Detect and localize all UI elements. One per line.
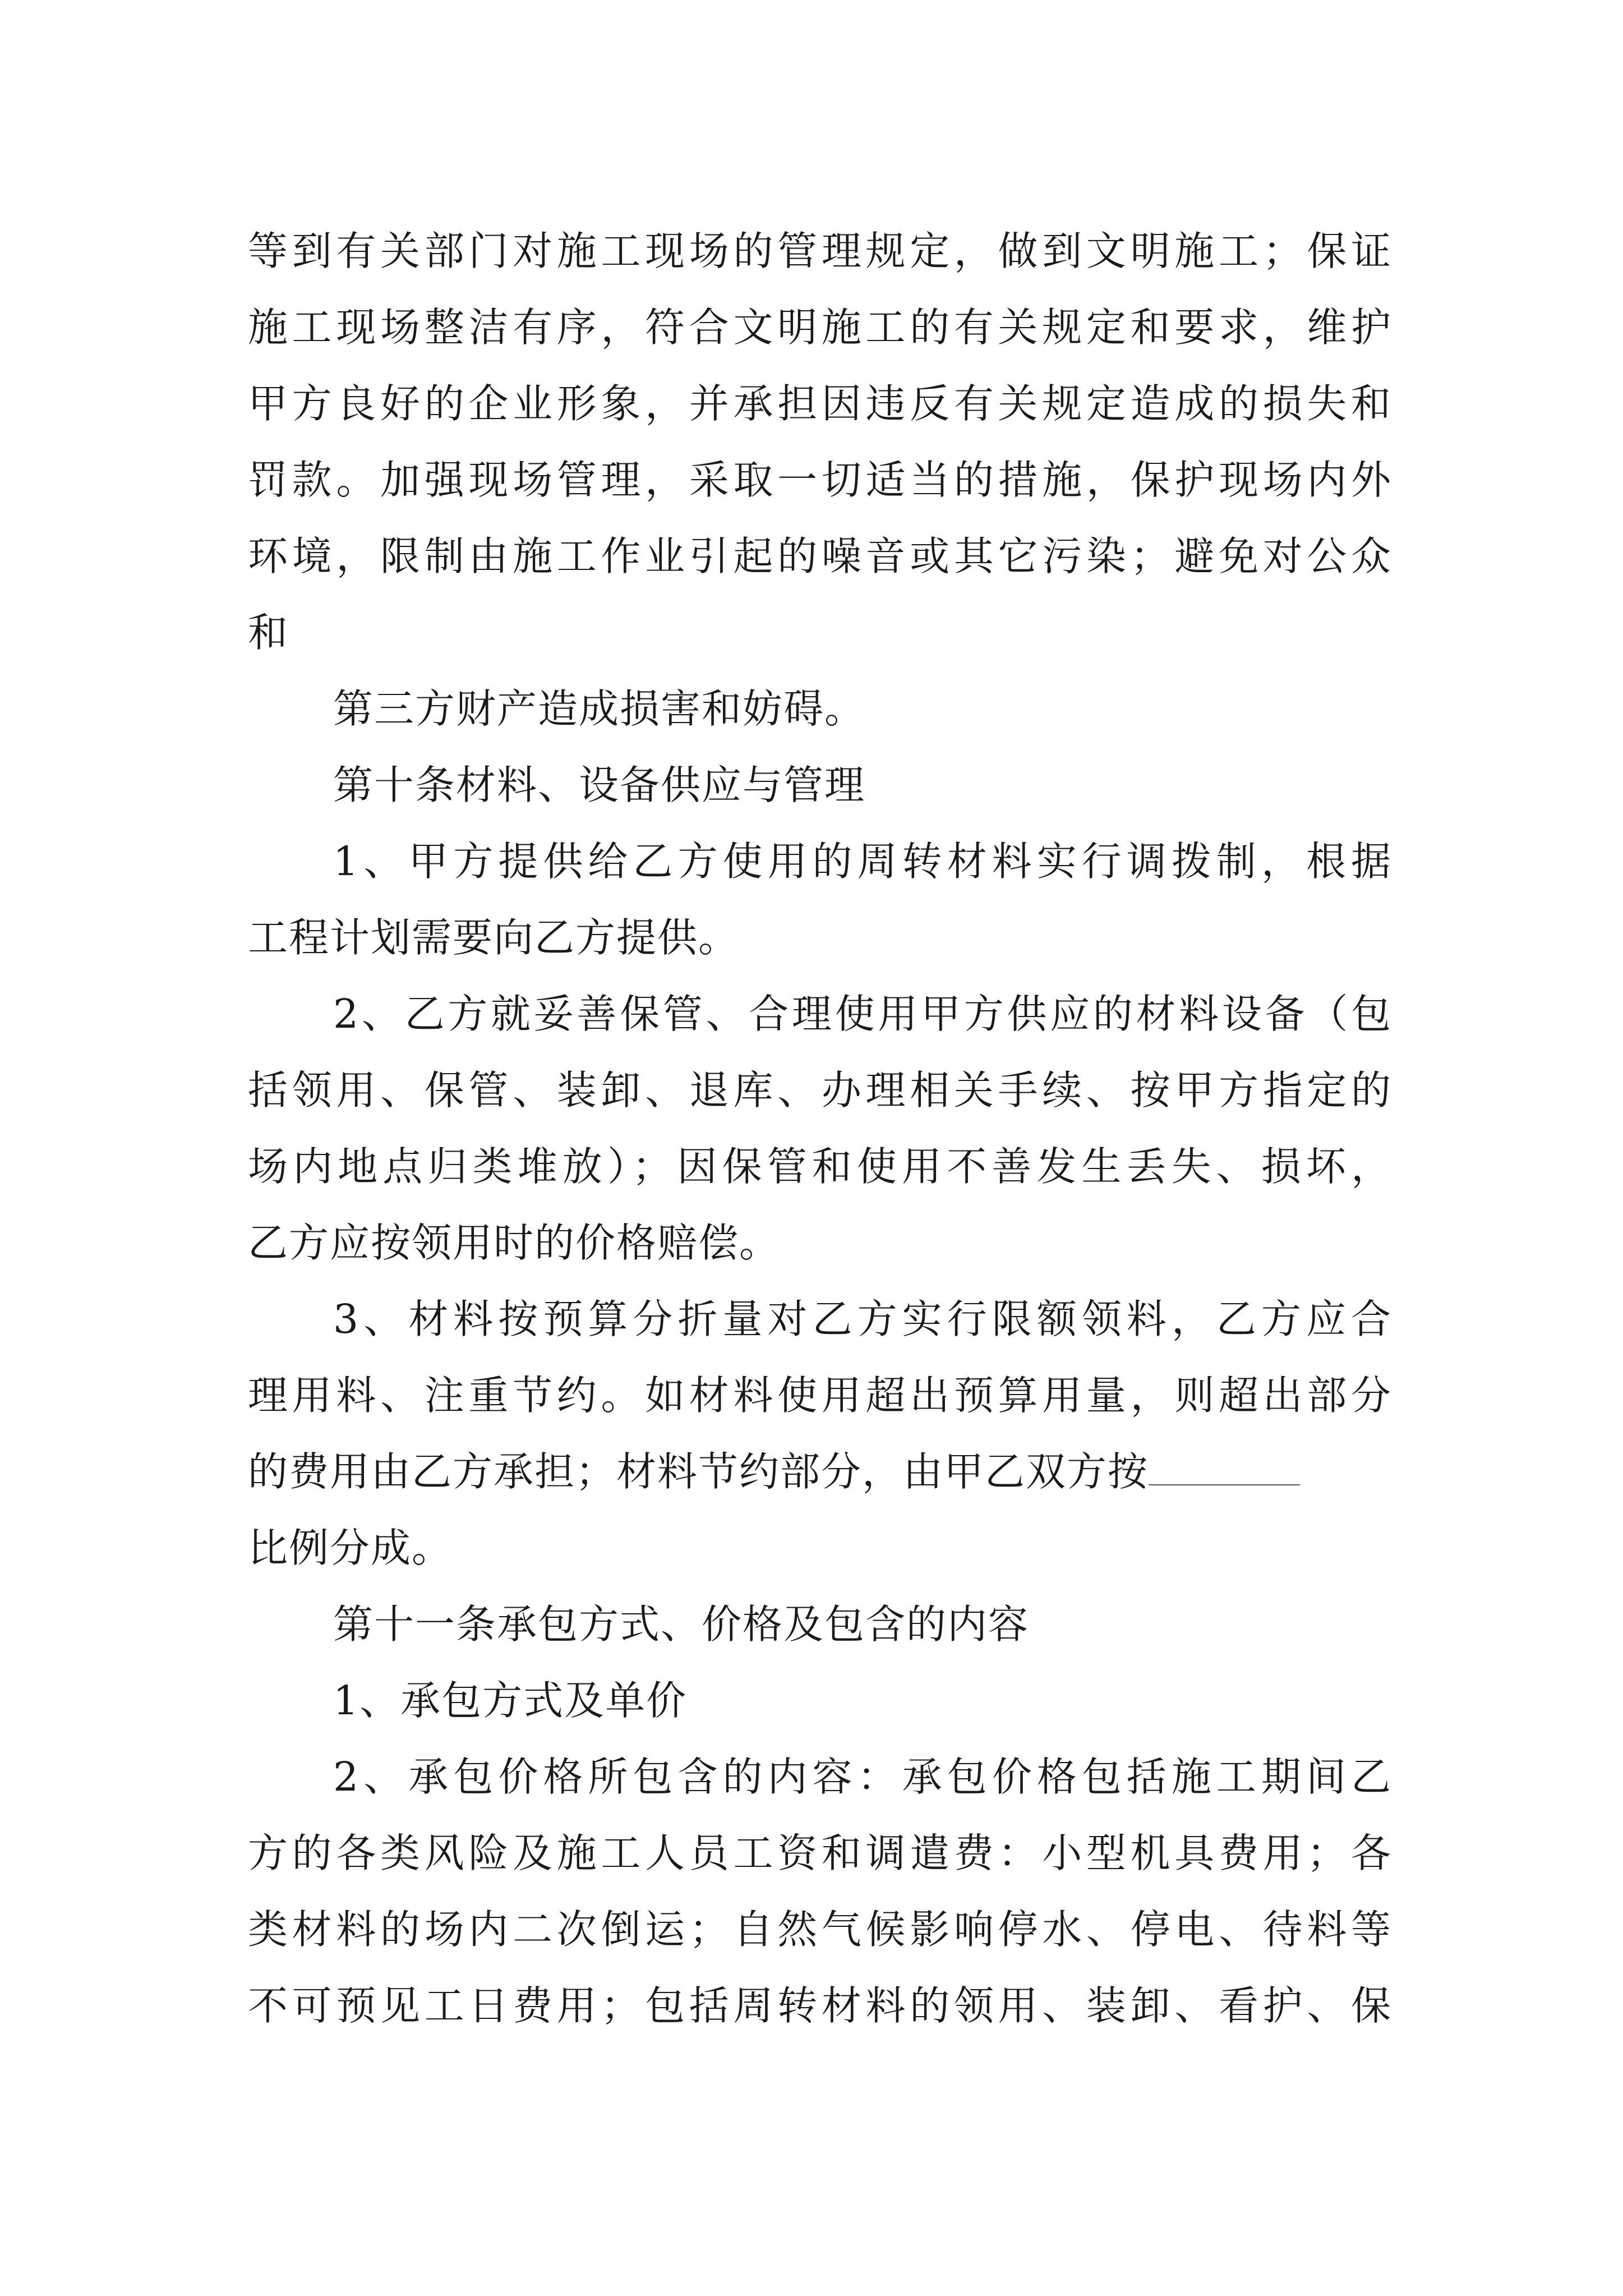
text-line: 甲方良好的企业形象，并承担因违反有关规定造成的损失和	[248, 380, 1392, 427]
text-line: 施工现场整洁有序，符合文明施工的有关规定和要求，维护	[248, 304, 1392, 351]
document-page	[248, 213, 1392, 2044]
text-line: 类材料的场内二次倒运；自然气候影响停水、停电、待料等	[248, 1906, 1392, 1953]
text-line: 场内地点归类堆放）；因保管和使用不善发生丢失、损坏，	[248, 1143, 1392, 1190]
text-line: 乙方应按领用时的价格赔偿。	[248, 1220, 781, 1266]
text-line: 工程计划需要向乙方提供。	[248, 914, 740, 961]
text-line: 2、承包价格所包含的内容：承包价格包括施工期间乙	[333, 1754, 1392, 1800]
text-line: 2、乙方就妥善保管、合理使用甲方供应的材料设备（包	[333, 991, 1392, 1037]
text-line: 1、甲方提供给乙方使用的周转材料实行调拨制，根据	[333, 838, 1392, 885]
text-line: 方的各类风险及施工人员工资和调遣费：小型机具费用；各	[248, 1830, 1392, 1876]
text-line: 括领用、保管、装卸、退库、办理相关手续、按甲方指定的	[248, 1067, 1392, 1114]
text-fragment: 的费用由乙方承担；材料节约部分，由甲乙双方按	[248, 1448, 1149, 1495]
text-line-with-blank	[248, 1434, 1392, 1510]
text-line: 罚款。加强现场管理，采取一切适当的措施，保护现场内外	[248, 457, 1392, 503]
section-heading: 第十条材料、设备供应与管理	[333, 762, 866, 808]
section-heading: 第十一条承包方式、价格及包含的内容	[333, 1601, 1030, 1648]
text-line: 第三方财产造成损害和妨碍。	[333, 685, 866, 732]
text-line: 和	[248, 609, 289, 656]
fill-in-blank	[1149, 1455, 1300, 1485]
text-line: 等到有关部门对施工现场的管理规定，做到文明施工；保证	[248, 228, 1392, 274]
text-line: 3、材料按预算分折量对乙方实行限额领料，乙方应合	[333, 1296, 1392, 1342]
text-line: 不可预见工日费用；包括周转材料的领用、装卸、看护、保	[248, 1982, 1392, 2029]
text-line: 理用料、注重节约。如材料使用超出预算用量，则超出部分	[248, 1372, 1392, 1419]
text-line: 比例分成。	[248, 1525, 453, 1571]
text-line: 环境，限制由施工作业引起的噪音或其它污染；避免对公众	[248, 533, 1392, 579]
text-line: 1、承包方式及单价	[333, 1677, 688, 1724]
